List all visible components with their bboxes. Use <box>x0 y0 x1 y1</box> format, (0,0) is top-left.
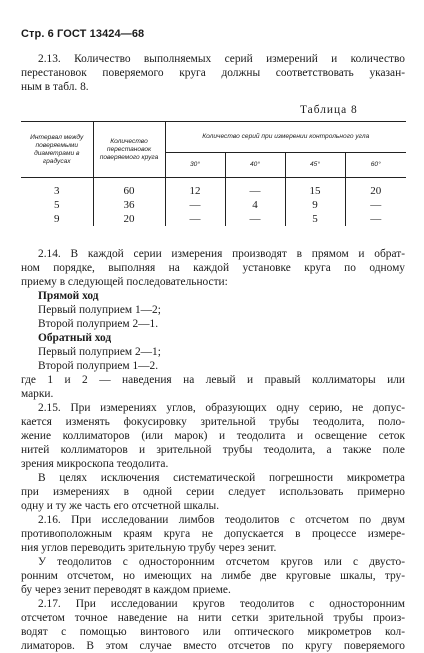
cell-60: — <box>370 199 382 211</box>
cell-permutations: 60 <box>93 178 165 199</box>
header-series-group: Количество серий при измерении контрольного угла <box>165 122 406 153</box>
para-2-15-line: при измерениях в одной серии следует использовать примерно <box>21 486 405 498</box>
para-2-13-line: перестановок поверяемого круга должны соответствовать указан- <box>21 67 405 79</box>
table-8 <box>21 121 406 226</box>
table-row <box>21 198 406 212</box>
para-2-15-line: нитей коллиматоров и зрительной трубы теодолита, а также поле <box>21 444 405 456</box>
para-2-15-line: жение коллиматоров (или марок) и теодолита и освещение сеток <box>21 430 405 442</box>
table-row <box>21 212 406 226</box>
para-2-17-line: лиматоров. В этом случае вместо отсчетов по кругу поверяемого <box>21 640 405 652</box>
para-2-14-line: приему в следующей последовательности: <box>21 276 228 288</box>
cell-permutations: 20 <box>93 212 165 226</box>
cell-45: 15 <box>285 178 345 199</box>
para-2-16-line: бу через зенит переводят в каждом приеме. <box>21 584 231 596</box>
para-2-17-line: отсчетом точное наведение на нити сетки зрительной трубы произ- <box>21 612 405 624</box>
cell-interval: 3 <box>21 178 93 199</box>
para-2-16-line: ронним отсчетом, но имеющих на лимбе две круговые шкалы, тру- <box>21 570 405 582</box>
para-2-15-line: одну и ту же часть его отсчетной шкалы. <box>21 500 220 512</box>
reverse-half-1: Первый полуприем 2—1; <box>38 346 161 358</box>
cell-interval: 5 <box>21 198 93 212</box>
para-2-14-line: 2.14. В каждой серии измерения производят в прямом и обрат- <box>38 248 405 260</box>
cell-permutations: 36 <box>93 198 165 212</box>
cell-45: 9 <box>285 198 345 212</box>
cell-60: 20 <box>370 185 382 197</box>
header-interval: Интервал между поверяемыми диаметрами в градусах <box>21 122 93 178</box>
cell-40: — <box>225 178 285 199</box>
header-angle-45: 45° <box>285 153 345 178</box>
forward-half-2: Второй полуприем 2—1. <box>38 318 159 330</box>
header-angle-40: 40° <box>225 153 285 178</box>
cell-45: 5 <box>285 212 345 226</box>
cell-30: — <box>165 198 225 212</box>
cell-60: — <box>370 213 382 225</box>
cell-40: — <box>225 212 285 226</box>
cell-30: 12 <box>165 178 225 199</box>
para-2-17-line: 2.17. При исследовании кругов теодолитов с односторонним <box>38 598 405 610</box>
forward-half-1: Первый полуприем 1—2; <box>38 304 161 316</box>
para-2-17-line: водят с помощью винтового или оптического микрометров кол- <box>21 626 405 638</box>
para-2-14-where: марки. <box>21 388 54 400</box>
cell-interval: 9 <box>21 212 93 226</box>
cell-40: 4 <box>225 198 285 212</box>
para-2-15-line: зрения микроскопа теодолита. <box>21 458 169 470</box>
forward-pass-title: Прямой ход <box>38 290 99 302</box>
para-2-16-line: 2.16. При исследовании лимбов теодолитов с отсчетом по двум <box>38 514 405 526</box>
para-2-15-line: В целях исключения систематической погрешности микрометра <box>38 472 405 484</box>
cell-30: — <box>165 212 225 226</box>
table-caption: Таблица 8 <box>300 104 358 116</box>
page-header: Стр. 6 ГОСТ 13424—68 <box>21 28 145 40</box>
reverse-half-2: Второй полуприем 1—2. <box>38 360 159 372</box>
header-angle-60: 60° <box>345 153 406 178</box>
para-2-14-line: ном порядке, выполняя на каждой установке круга по одному <box>21 262 405 274</box>
para-2-16-line: ния углов переводить зрительную трубу через зенит. <box>21 542 277 554</box>
para-2-16-line: У теодолитов с односторонним отсчетом кругов или с двусто- <box>38 556 405 568</box>
header-angle-30: 30° <box>165 153 225 178</box>
para-2-15-line: 2.15. При измерениях углов, образующих одну серию, не допус- <box>38 402 405 414</box>
para-2-15-line: кается изменять фокусировку зрительной трубы теодолита, поло- <box>21 416 405 428</box>
header-permutations: Количество перестановок поверяемого круга <box>93 122 165 178</box>
para-2-13-line: ным в табл. 8. <box>21 81 89 93</box>
para-2-14-where: где 1 и 2 — наведения на левый и правый коллиматоры или <box>21 374 405 386</box>
table-row <box>21 178 406 199</box>
reverse-pass-title: Обратный ход <box>38 332 112 344</box>
para-2-16-line: противоположным краям круга не допускается в процессе измере- <box>21 528 405 540</box>
para-2-13-line: 2.13. Количество выполняемых серий измерений и количество <box>38 53 405 65</box>
